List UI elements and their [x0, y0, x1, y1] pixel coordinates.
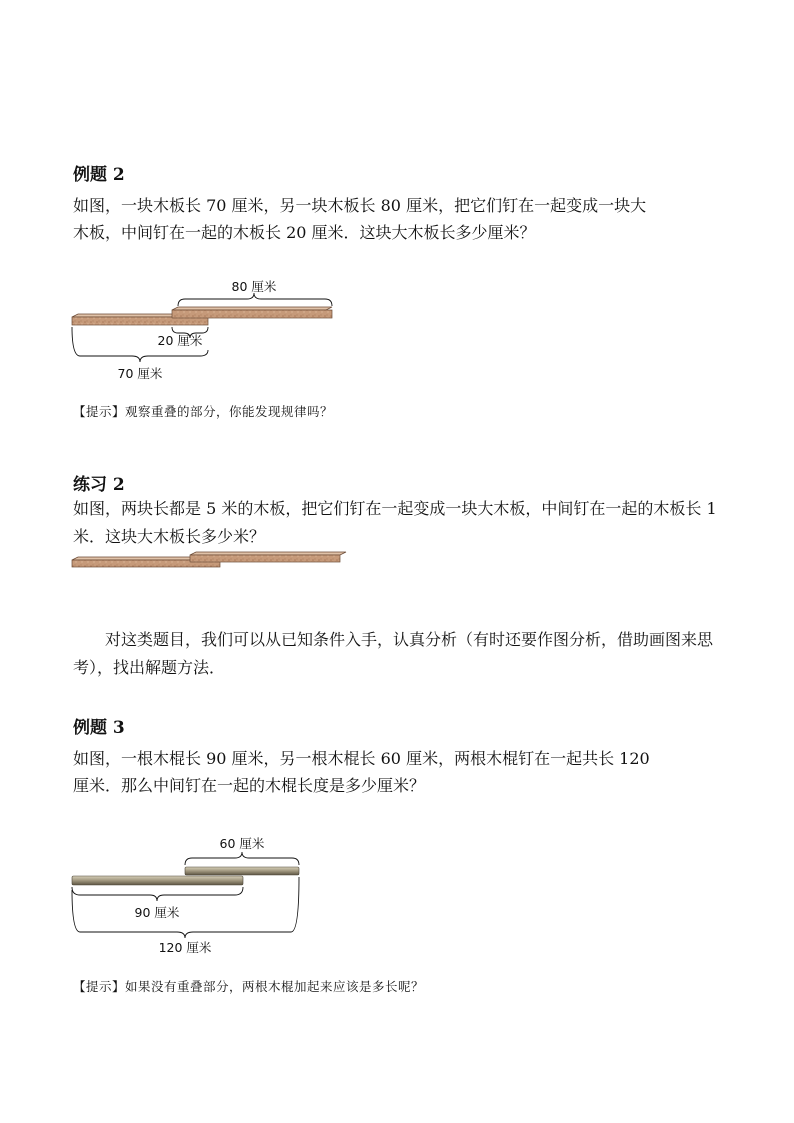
- summary-text-line2: 考），找出解题方法．: [73, 658, 226, 677]
- example2-hint: 【提示】观察重叠的部分，你能发现规律吗？: [73, 404, 334, 419]
- label-70: 70 厘米: [117, 366, 163, 381]
- label-80: 80 厘米: [231, 279, 277, 294]
- practice2-text-line1: 如图，两块长都是 5 米的木板，把它们钉在一起变成一块大木板，中间钉在一起的木板长 1: [73, 499, 717, 518]
- example2-board-diagram: [60, 272, 360, 392]
- label-120: 120 厘米: [158, 940, 212, 955]
- board-right: [190, 552, 346, 562]
- practice2-text-line2: 米．这块大木板长多少米？: [73, 527, 266, 546]
- example3-text-line2: 厘米．那么中间钉在一起的木棍长度是多少厘米？: [73, 776, 426, 795]
- label-60: 60 厘米: [219, 836, 265, 851]
- practice2-title: 练习 2: [73, 475, 125, 495]
- example3-text-line1: 如图，一根木棍长 90 厘米，另一根木棍长 60 厘米，两根木棍钉在一起共长 120: [73, 749, 650, 768]
- brace-90: [72, 887, 243, 901]
- summary-text-line1: 对这类题目，我们可以从已知条件入手，认真分析（有时还要作图分析，借助画图来思: [105, 630, 714, 649]
- label-90: 90 厘米: [134, 905, 180, 920]
- brace-120: [72, 877, 299, 938]
- brace-60: [185, 852, 299, 865]
- example3-hint: 【提示】如果没有重叠部分，两根木棍加起来应该是多长呢？: [73, 979, 425, 994]
- stick-90: [72, 876, 243, 885]
- example3-title: 例题 3: [73, 718, 125, 738]
- example3-stick-diagram: [60, 828, 320, 958]
- board-80: [172, 307, 332, 318]
- brace-80: [178, 293, 332, 306]
- example2-title: 例题 2: [73, 165, 125, 185]
- stick-60: [185, 867, 299, 875]
- example2-text-line2: 木板，中间钉在一起的木板长 20 厘米．这块大木板长多少厘米？: [73, 223, 536, 242]
- practice2-board-diagram: [60, 546, 360, 576]
- example2-text-line1: 如图，一块木板长 70 厘米，另一块木板长 80 厘米，把它们钉在一起变成一块大: [73, 196, 647, 215]
- label-20: 20 厘米: [157, 333, 203, 348]
